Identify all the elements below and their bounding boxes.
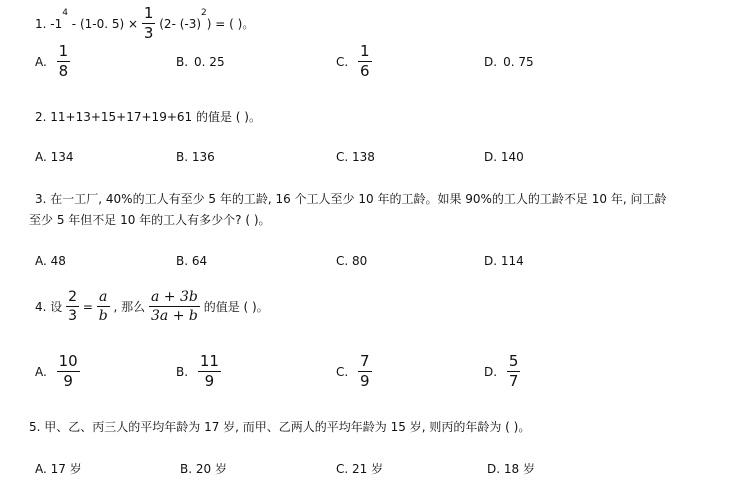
q4-option-b[interactable] bbox=[176, 354, 221, 389]
q1-fraction bbox=[142, 6, 156, 41]
q4-option-b-denominator: 9 bbox=[198, 371, 221, 389]
question-1 bbox=[35, 6, 254, 41]
q1-option-c-fraction bbox=[358, 44, 372, 79]
q4-fraction-2-denominator: b bbox=[98, 308, 108, 324]
q4-option-b-fraction bbox=[198, 354, 221, 389]
q1-fraction-denominator: 3 bbox=[143, 24, 154, 42]
q4-fraction-3-numerator: a + 3b bbox=[151, 289, 198, 305]
q1-prefix: 1. -1 bbox=[35, 16, 63, 31]
q5-option-c[interactable]: C. 21 岁 bbox=[336, 462, 384, 476]
q4-option-c[interactable] bbox=[336, 354, 372, 389]
q5-option-d[interactable]: D. 18 岁 bbox=[487, 462, 535, 476]
q4-middle-text: , 那么 bbox=[113, 300, 146, 314]
q1-option-b-value: 0. 25 bbox=[194, 55, 225, 69]
q4-option-d[interactable] bbox=[484, 354, 520, 389]
q1-option-a[interactable] bbox=[35, 44, 70, 79]
q1-option-d-value: 0. 75 bbox=[503, 55, 534, 69]
question-5: 5. 甲、乙、丙三人的平均年龄为 17 岁, 而甲、乙两人的平均年龄为 15 岁, 则丙的年龄为 ( )。 bbox=[29, 420, 531, 434]
q1-exponent-1: 4 bbox=[62, 8, 68, 18]
q4-option-c-numerator: 7 bbox=[360, 352, 370, 370]
q1-part3: (2- (-3) bbox=[159, 16, 202, 31]
q4-option-c-fraction bbox=[358, 354, 372, 389]
q4-fraction-2 bbox=[97, 290, 110, 323]
q4-option-d-fraction bbox=[507, 354, 521, 389]
q1-option-a-label: A. bbox=[35, 54, 47, 69]
q1-option-a-denominator: 8 bbox=[58, 62, 69, 80]
q4-option-b-numerator: 11 bbox=[199, 352, 219, 370]
q3-option-b[interactable]: B. 64 bbox=[176, 254, 208, 268]
q4-option-a-fraction bbox=[57, 354, 80, 389]
q4-suffix: 的值是 ( )。 bbox=[203, 300, 269, 314]
q4-fraction-1-numerator: 2 bbox=[68, 289, 78, 305]
question-3-line-1: 3. 在一工厂, 40%的工人有至少 5 年的工龄, 16 个工人至少 10 年的工龄。如果 90%的工人的工龄不足 10 年, 问工龄 bbox=[35, 192, 667, 206]
q4-option-b-label: B. bbox=[176, 364, 189, 379]
q2-option-d[interactable]: D. 140 bbox=[484, 150, 524, 164]
q4-option-a-denominator: 9 bbox=[57, 371, 80, 389]
question-3-line-2: 至少 5 年但不足 10 年的工人有多少个? ( )。 bbox=[29, 213, 271, 227]
q1-part2: - (1-0. 5) × bbox=[71, 16, 139, 31]
q1-option-d-label: D. bbox=[484, 55, 498, 69]
q4-fraction-1-denominator: 3 bbox=[68, 308, 78, 324]
q1-fraction-numerator: 1 bbox=[143, 4, 154, 22]
q4-option-c-label: C. bbox=[336, 364, 349, 379]
q4-option-c-denominator: 9 bbox=[360, 372, 370, 390]
question-2: 2. 11+13+15+17+19+61 的值是 ( )。 bbox=[35, 110, 261, 124]
q1-option-d[interactable] bbox=[484, 55, 534, 69]
q3-option-d[interactable]: D. 114 bbox=[484, 254, 524, 268]
q4-option-d-numerator: 5 bbox=[508, 352, 519, 370]
q4-option-d-denominator: 7 bbox=[508, 372, 519, 390]
q5-option-b[interactable]: B. 20 岁 bbox=[180, 462, 227, 476]
q1-option-b[interactable] bbox=[176, 55, 225, 69]
q4-fraction-1 bbox=[66, 290, 79, 323]
q1-option-a-fraction bbox=[57, 44, 71, 79]
q3-option-c[interactable]: C. 80 bbox=[336, 254, 368, 268]
q1-exponent-2: 2 bbox=[201, 8, 207, 18]
q1-option-c-denominator: 6 bbox=[360, 62, 370, 80]
q2-option-a[interactable]: A. 134 bbox=[35, 150, 74, 164]
q4-option-a[interactable] bbox=[35, 354, 80, 389]
q4-fraction-3 bbox=[149, 290, 200, 323]
q1-option-c[interactable] bbox=[336, 44, 372, 79]
q4-fraction-3-denominator: 3a + b bbox=[151, 308, 198, 324]
q5-option-a[interactable]: A. 17 岁 bbox=[35, 462, 82, 476]
q3-option-a[interactable]: A. 48 bbox=[35, 254, 66, 268]
q2-option-c[interactable]: C. 138 bbox=[336, 150, 375, 164]
q4-option-d-label: D. bbox=[484, 364, 498, 379]
q2-option-b[interactable]: B. 136 bbox=[176, 150, 215, 164]
q1-option-b-label: B. bbox=[176, 55, 189, 69]
q1-option-c-numerator: 1 bbox=[360, 42, 370, 60]
q4-equals: = bbox=[82, 299, 93, 314]
q4-option-a-numerator: 10 bbox=[58, 352, 78, 370]
q1-option-c-label: C. bbox=[336, 54, 349, 69]
q4-fraction-2-numerator: a bbox=[99, 289, 108, 305]
q4-option-a-label: A. bbox=[35, 364, 47, 379]
q1-part4: ) = ( )。 bbox=[206, 17, 255, 31]
q1-option-a-numerator: 1 bbox=[58, 42, 69, 60]
q4-prefix: 4. 设 bbox=[35, 300, 63, 314]
question-4 bbox=[35, 290, 269, 323]
